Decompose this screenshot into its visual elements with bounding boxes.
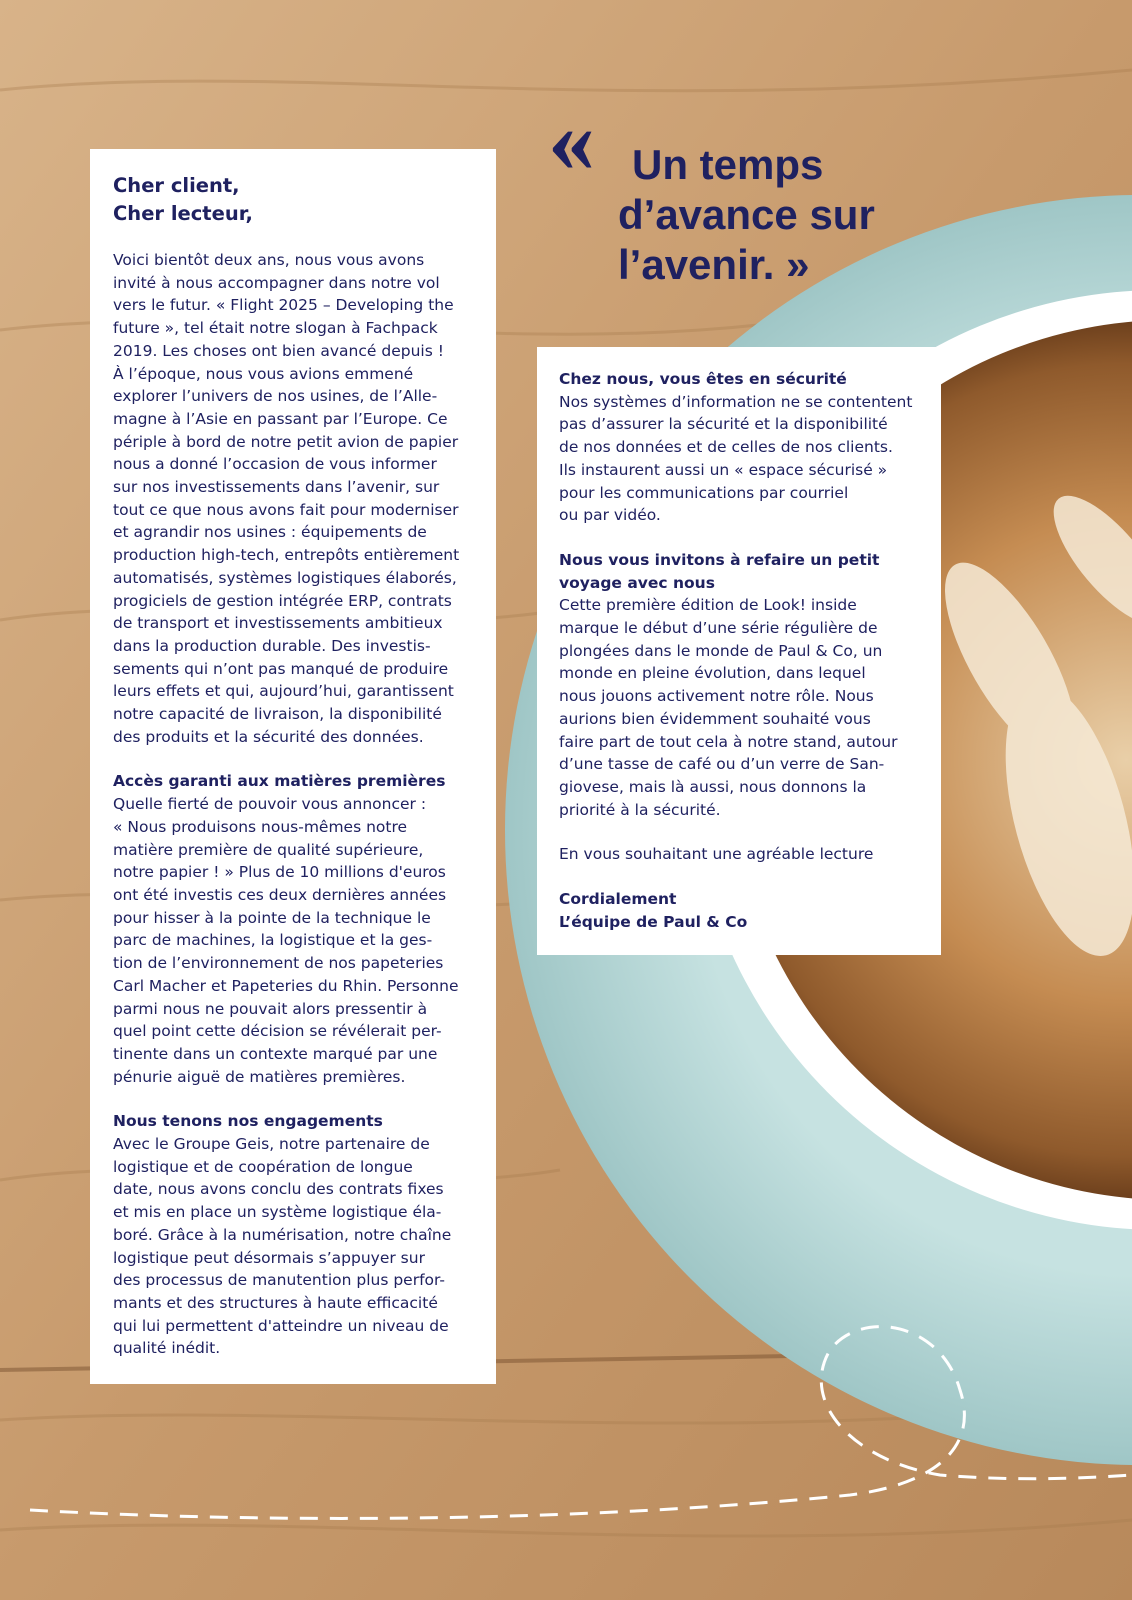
text-line: aurions bien évidemment souhaité vous — [559, 709, 871, 728]
text-line: notre capacité de livraison, la disponibilité — [113, 705, 442, 724]
text-line: pas d’assurer la sécurité et la disponibilité — [559, 415, 888, 434]
text-line: logistique et de coopération de longue — [113, 1157, 413, 1176]
letter-right-panel — [537, 347, 941, 955]
text-line: progiciels de gestion intégrée ERP, contrats — [113, 591, 452, 610]
quote-line: l’avenir. » — [618, 241, 810, 288]
section-commitments — [113, 1110, 474, 1360]
text-line: tout ce que nous avons fait pour moderniser — [113, 500, 459, 519]
text-line: explorer l’univers de nos usines, de l’Alle- — [113, 387, 438, 406]
text-line: date, nous avons conclu des contrats fixes — [113, 1180, 444, 1199]
greeting-line: Cher lecteur, — [113, 202, 253, 225]
text-line: leurs effets et qui, aujourd’hui, garantissent — [113, 682, 454, 701]
text-line: priorité à la sécurité. — [559, 800, 721, 819]
letter-left-panel — [90, 149, 496, 1384]
text-line: À l’époque, nous vous avions emmené — [113, 364, 414, 383]
text-line: sur nos investissements dans l’avenir, sur — [113, 478, 440, 497]
text-line: d’une tasse de café ou d’un verre de San- — [559, 755, 885, 774]
section-heading: Nous tenons nos engagements — [113, 1112, 383, 1131]
section-heading: voyage avec nous — [559, 573, 715, 592]
text-line: quel point cette décision se révélerait per- — [113, 1022, 442, 1041]
text-line: Quelle fierté de pouvoir vous annoncer : — [113, 795, 427, 814]
signature-line: Cordialement — [559, 890, 677, 909]
text-line: parc de machines, la logistique et la ges- — [113, 931, 433, 950]
text-line: ou par vidéo. — [559, 506, 661, 525]
section-heading: Accès garanti aux matières premières — [113, 772, 446, 791]
text-line: 2019. Les choses ont bien avancé depuis ! — [113, 341, 444, 360]
text-line: pour les communications par courriel — [559, 483, 849, 502]
closing — [559, 843, 929, 866]
text-line: des processus de manutention plus perfor- — [113, 1271, 446, 1290]
text-line: vers le futur. « Flight 2025 – Developing the — [113, 296, 454, 315]
greeting — [113, 172, 474, 228]
text-line: plongées dans le monde de Paul & Co, un — [559, 641, 883, 660]
section-raw-materials — [113, 770, 474, 1088]
text-line: de transport et investissements ambitieux — [113, 614, 443, 633]
text-line: de nos données et de celles de nos clients. — [559, 438, 893, 457]
text-line: périple à bord de notre petit avion de papier — [113, 432, 459, 451]
text-line: qualité inédit. — [113, 1339, 221, 1358]
text-line: boré. Grâce à la numérisation, notre chaîne — [113, 1225, 452, 1244]
text-line: pour hisser à la pointe de la technique le — [113, 908, 431, 927]
text-line: sements qui n’ont pas manqué de produire — [113, 659, 449, 678]
text-line: dans la production durable. Des investis- — [113, 636, 431, 655]
text-line: invité à nous accompagner dans notre vol — [113, 273, 440, 292]
closing-line: En vous souhaitant une agréable lecture — [559, 845, 874, 864]
text-line: parmi nous ne pouvait alors pressentir à — [113, 999, 428, 1018]
text-line: notre papier ! » Plus de 10 millions d'euros — [113, 863, 446, 882]
text-line: Voici bientôt deux ans, nous vous avons — [113, 251, 425, 269]
text-line: Carl Macher et Papeteries du Rhin. Personne — [113, 976, 459, 995]
quote-line: Un temps — [632, 141, 824, 188]
section-heading: Chez nous, vous êtes en sécurité — [559, 370, 847, 388]
text-line: production high-tech, entrepôts entièrement — [113, 546, 460, 565]
quote-text — [618, 140, 875, 290]
text-line: magne à l’Asie en passant par l’Europe. Ce — [113, 409, 448, 428]
text-line: logistique peut désormais s’appuyer sur — [113, 1248, 425, 1267]
intro-paragraph — [113, 249, 474, 748]
text-line: des produits et la sécurité des données. — [113, 727, 424, 746]
signature-line: L’équipe de Paul & Co — [559, 912, 748, 931]
quote-line: d’avance sur — [618, 191, 875, 238]
text-line: et mis en place un système logistique éla- — [113, 1203, 442, 1222]
text-line: Ils instaurent aussi un « espace sécurisé » — [559, 460, 888, 479]
text-line: pénurie aiguë de matières premières. — [113, 1067, 406, 1086]
text-line: marque le début d’une série régulière de — [559, 619, 878, 638]
quote-mark: « — [548, 88, 595, 192]
section-invitation — [559, 549, 929, 821]
text-line: faire part de tout cela à notre stand, autour — [559, 732, 898, 751]
text-line: nous jouons activement notre rôle. Nous — [559, 687, 874, 706]
text-line: « Nous produisons nous-mêmes notre — [113, 817, 408, 836]
text-line: future », tel était notre slogan à Fachpack — [113, 319, 438, 338]
text-line: tion de l’environnement de nos papeteries — [113, 954, 444, 973]
text-line: automatisés, systèmes logistiques élaborés, — [113, 568, 457, 587]
section-security — [559, 368, 929, 527]
text-line: nous a donné l’occasion de vous informer — [113, 455, 437, 474]
text-line: Cette première édition de Look! inside — [559, 596, 857, 615]
text-line: Avec le Groupe Geis, notre partenaire de — [113, 1135, 430, 1154]
text-line: tinente dans un contexte marqué par une — [113, 1044, 438, 1063]
greeting-line: Cher client, — [113, 174, 240, 197]
signature — [559, 888, 929, 933]
text-line: et agrandir nos usines : équipements de — [113, 523, 427, 542]
text-line: giovese, mais là aussi, nous donnons la — [559, 777, 867, 796]
text-line: mants et des structures à haute efficacité — [113, 1293, 438, 1312]
section-heading: Nous vous invitons à refaire un petit — [559, 550, 880, 569]
text-line: qui lui permettent d'atteindre un niveau de — [113, 1316, 449, 1335]
text-line: monde en pleine évolution, dans lequel — [559, 664, 866, 683]
text-line: Nos systèmes d’information ne se contentent — [559, 392, 913, 411]
text-line: ont été investis ces deux dernières années — [113, 885, 447, 904]
text-line: matière première de qualité supérieure, — [113, 840, 424, 859]
